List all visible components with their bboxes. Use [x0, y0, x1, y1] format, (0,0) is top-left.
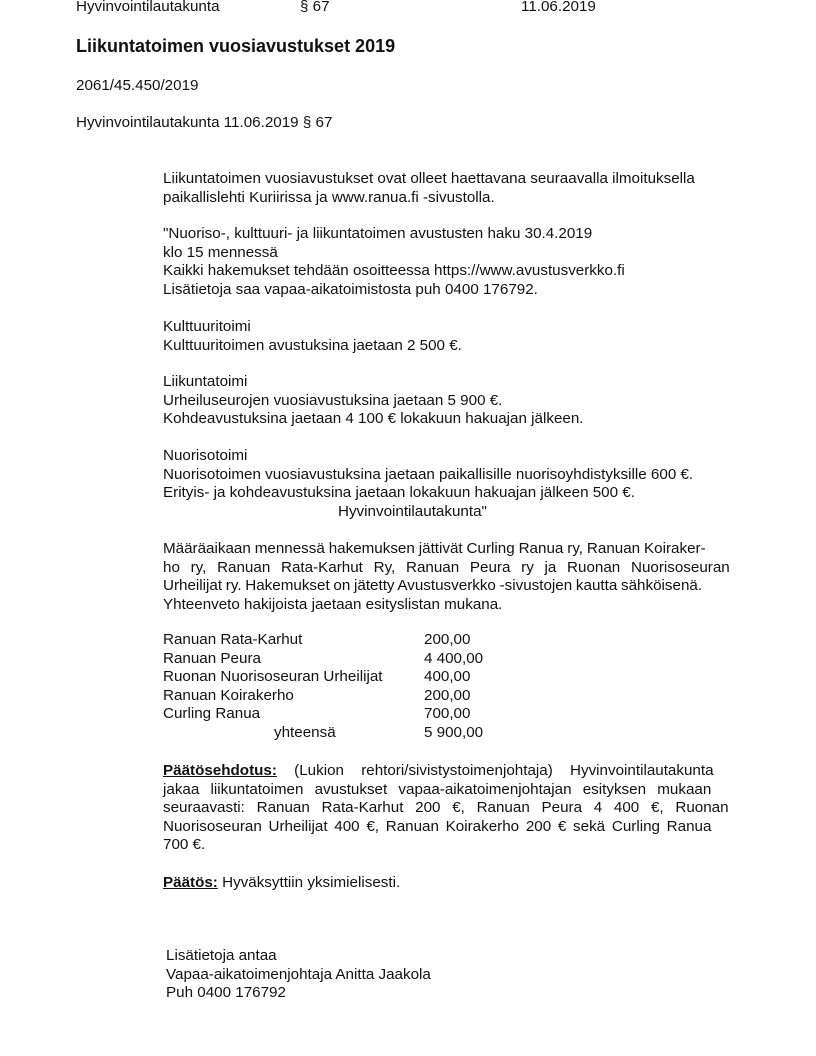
contact-line: Vapaa-aikatoimenjohtaja Anitta Jaakola: [166, 965, 431, 983]
allocation-amount: 400,00: [424, 668, 471, 685]
allocation-name: Ranuan Koirakerho: [163, 686, 294, 704]
announcement-block: [163, 225, 740, 299]
proposal-line: jakaa liikuntatoimen avustukset vapaa-aikatoimenjohtajan esityksen mukaan: [163, 780, 712, 798]
allocation-amount: 700,00: [424, 705, 471, 722]
youth-section: [163, 447, 740, 521]
allocation-amount: 4 400,00: [424, 649, 484, 667]
announcement-line: "Nuoriso-, kulttuuri- ja liikuntatoimen avustusten haku 30.4.2019: [163, 225, 593, 242]
allocation-name: Ranuan Rata-Karhut: [163, 631, 303, 648]
allocation-name: Ranuan Peura: [163, 649, 261, 667]
proposal-line: seuraavasti: Ranuan Rata-Karhut 200 €, Ranuan Peura 4 400 €, Ruonan: [163, 799, 729, 816]
allocation-row: [163, 687, 563, 706]
allocation-amount: 200,00: [424, 686, 471, 704]
applicants-line: Määräaikaan mennessä hakemuksen jättivät Curling Ranua ry, Ranuan Koiraker-: [163, 540, 706, 557]
youth-line: Nuorisotoimen vuosiavustuksina jaetaan paikallisille nuorisoyhdistyksille 600 €.: [163, 465, 694, 483]
proposal-line: 700 €.: [163, 836, 206, 853]
decision: [163, 874, 400, 893]
allocation-name: Curling Ranua: [163, 705, 261, 722]
proposal-line: Nuorisoseuran Urheilijat 400 €, Ranuan Koirakerho 200 € sekä Curling Ranua: [163, 817, 712, 835]
intro-line: Liikuntatoimen vuosiavustukset ovat olleet haettavana seuraavalla ilmoituksella: [163, 170, 695, 187]
youth-line: Erityis- ja kohdeavustuksina jaetaan lokakuun hakuajan jälkeen 500 €.: [163, 484, 635, 501]
header-section: § 67: [300, 0, 330, 15]
proposal-label: Päätösehdotus:: [163, 762, 277, 779]
allocation-row: [163, 705, 563, 724]
applicants-line: ho ry, Ranuan Rata-Karhut Ry, Ranuan Peura ry ja Ruonan Nuorisoseuran: [163, 558, 730, 576]
header-date: 11.06.2019: [521, 0, 596, 15]
culture-section: [163, 318, 740, 355]
contact-line: Lisätietoja antaa: [166, 947, 277, 964]
record-number: 2061/45.450/2019: [76, 77, 199, 94]
sports-line: Kohdeavustuksina jaetaan 4 100 € lokakuun hakuajan jälkeen.: [163, 410, 584, 427]
allocation-row: [163, 650, 563, 669]
meeting-reference: Hyvinvointilautakunta 11.06.2019 § 67: [76, 114, 333, 131]
allocation-row: [163, 631, 563, 650]
announcement-line: klo 15 mennessä: [163, 243, 278, 261]
decision-text: Hyväksyttiin yksimielisesti.: [222, 874, 401, 891]
sports-heading: Liikuntatoimi: [163, 373, 248, 390]
applicants-line: Urheilijat ry. Hakemukset on jätetty Avustusverkko -sivustojen kautta sähköisenä.: [163, 577, 703, 594]
allocation-name: Ruonan Nuorisoseuran Urheilijat: [163, 668, 383, 685]
announcement-line: Kaikki hakemukset tehdään osoitteessa https://www.avustusverkko.fi: [163, 262, 625, 279]
culture-heading: Kulttuuritoimi: [163, 318, 251, 335]
proposal-line: (Lukion rehtori/sivistystoimenjohtaja) Hyvinvointilautakunta: [294, 762, 714, 779]
culture-line: Kulttuuritoimen avustuksina jaetaan 2 500 €.: [163, 336, 462, 354]
allocation-total-amount: 5 900,00: [424, 723, 484, 741]
intro-line: paikallislehti Kuriirissa ja www.ranua.fi -sivustolla.: [163, 188, 495, 206]
contact-line: Puh 0400 176792: [166, 984, 286, 1001]
allocation-total-label: yhteensä: [274, 723, 336, 741]
youth-heading: Nuorisotoimi: [163, 447, 248, 464]
allocation-amount: 200,00: [424, 631, 471, 648]
sports-section: [163, 373, 740, 429]
decision-label: Päätös:: [163, 874, 218, 891]
sports-line: Urheiluseurojen vuosiavustuksina jaetaan 5 900 €.: [163, 391, 503, 409]
announcement-signature: Hyvinvointilautakunta": [338, 502, 487, 520]
header-body-name: Hyvinvointilautakunta: [76, 0, 220, 15]
contact-block: [166, 947, 431, 1003]
applicants-paragraph: [163, 540, 740, 614]
allocation-row: [163, 668, 563, 687]
proposal-paragraph: [163, 762, 740, 855]
page-title: Liikuntatoimen vuosiavustukset 2019: [76, 36, 396, 56]
allocation-total-row: [163, 724, 563, 743]
applicants-line: Yhteenveto hakijoista jaetaan esityslistan mukana.: [163, 595, 503, 613]
announcement-line: Lisätietoja saa vapaa-aikatoimistosta puh 0400 176792.: [163, 280, 538, 298]
intro-paragraph: [163, 170, 740, 207]
